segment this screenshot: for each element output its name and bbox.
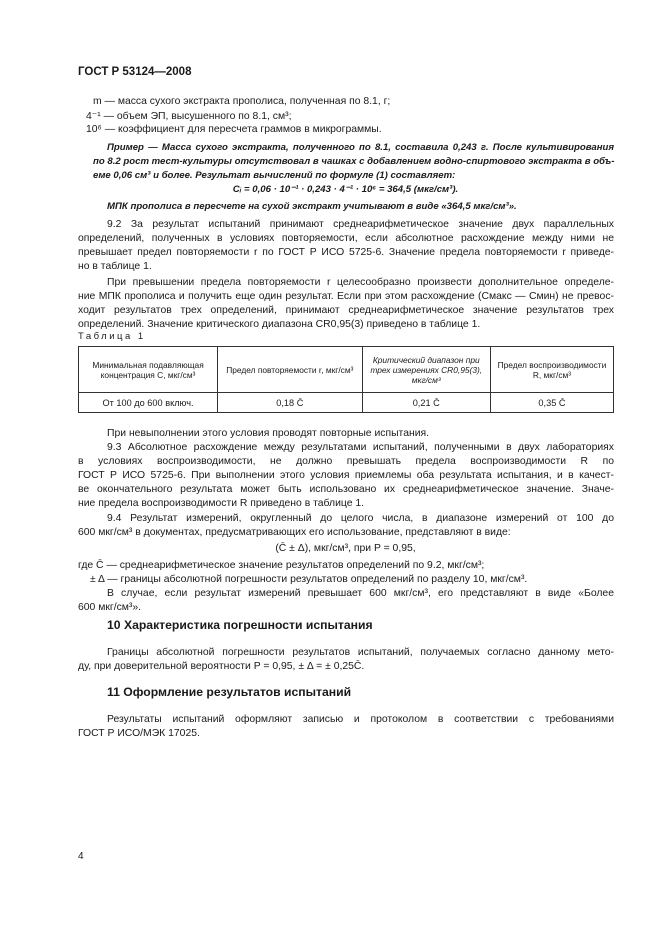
- section-11-line-2: ГОСТ Р ИСО/МЭК 17025.: [78, 728, 200, 739]
- table-caption: Таблица 1: [78, 331, 146, 342]
- where-delta: ± Δ — границы абсолютной погрешности результатов определений по разделу 10, мкг/см³.: [90, 574, 528, 585]
- p-case-line-2: 600 мкг/см³».: [78, 602, 142, 613]
- section-10-line-2: ду, при доверительной вероятности P = 0,95, ± Δ = ± 0,25C̄.: [78, 661, 365, 672]
- example-formula: Cᵢ = 0,06 · 10⁻¹ · 0,243 · 4⁻¹ · 10⁶ = 364,5 (мкг/см³).: [232, 184, 459, 195]
- p94-line-1: 9.4 Результат измерений, округленный до целого числа, в диапазоне измерений от 100 до: [107, 513, 614, 524]
- p92-line-4: но в таблице 1.: [78, 261, 152, 272]
- table-cell-reproducibility: 0,35 C̄: [490, 393, 613, 413]
- section-11-title: 11 Оформление результатов испытаний: [107, 685, 352, 699]
- p-exceed-line-2: ние МПК прополиса и получить еще один результат. Если при этом расхождение (Cмакс — Cмин) не превос-: [78, 291, 614, 302]
- table-1: [78, 346, 614, 413]
- table-header-concentration: Минимальная подавляющая концентрация С, мкг/см³: [79, 347, 218, 393]
- p93-line-2: в условиях воспроизводимости, не должно превышать предела воспроизводимости R по: [78, 456, 614, 467]
- page-number: 4: [78, 851, 84, 862]
- formula-result: (C̄ ± Δ), мкг/см³, при P = 0,95,: [275, 543, 416, 554]
- table-header-repeatability: Предел повторяемости r, мкг/см³: [218, 347, 362, 393]
- p-exceed-line-4: определений. Значение критического диапазона CR0,95(3) приведено в таблице 1.: [78, 319, 481, 330]
- p93-line-3: ГОСТ Р ИСО 5725-6. При выполнении этого условия приемлемы оба результата испытания, и в качест-: [78, 470, 614, 481]
- table-cell-repeatability: 0,18 C̄: [218, 393, 362, 413]
- p93-line-4: ве окончательного результата может быть использовано их среднеарифметическое значение. Значе-: [78, 484, 614, 495]
- document-header: ГОСТ Р 53124—2008: [78, 66, 192, 78]
- p92-line-3: превышает предел повторяемости r по ГОСТ Р ИСО 5725-6. Значение предела повторяемости r приведе-: [78, 247, 614, 258]
- p-exceed-line-3: ходит результатов трех определений, принимают среднеарифметическое значение результатов трех: [78, 305, 614, 316]
- table-cell-concentration: От 100 до 600 включ.: [79, 393, 218, 413]
- p-case-line-1: В случае, если результат измерений превышает 600 мкг/см³, его представляют в виде «Более: [107, 588, 614, 599]
- p93-line-5: ние предела воспроизводимости R приведено в таблице 1.: [78, 498, 365, 509]
- example-line-1: Пример — Масса сухого экстракта, полученного по 8.1, составила 0,243 г. После культивирования: [107, 142, 614, 153]
- p94-line-2: 600 мкг/см³ в документах, предусматривающих его использование, представляют в виде:: [78, 527, 511, 538]
- where-mean: где C̄ — среднеарифметическое значение результатов определений по 9.2, мкг/см³;: [78, 560, 485, 571]
- section-10-title: 10 Характеристика погрешности испытания: [107, 618, 373, 632]
- p-exceed-line-1: При превышении предела повторяемости r целесообразно произвести дополнительное определе-: [107, 277, 614, 288]
- def-coefficient: 10⁶ — коэффициент для пересчета граммов в микрограммы.: [86, 124, 382, 135]
- p92-line-2: определений, полученных в условиях повторяемости, если абсолютное расхождение между ними не: [78, 233, 614, 244]
- section-10-line-1: Границы абсолютной погрешности результатов испытаний, получаемых согласно данному мето-: [107, 647, 614, 658]
- table-header-critical-range: Критический диапазон при трех измерениях CR0,95(3), мкг/см³: [362, 347, 490, 393]
- p-fail: При невыполнении этого условия проводят повторные испытания.: [107, 428, 430, 439]
- example-line-3: еме 0,06 см³ и более. Результат вычислений по формуле (1) составляет:: [93, 170, 456, 181]
- section-11-line-1: Результаты испытаний оформляют записью и протоколом в соответствии с требованиями: [107, 714, 614, 725]
- p93-line-1: 9.3 Абсолютное расхождение между результатами испытаний, полученными в двух лабораториях: [107, 442, 614, 453]
- table-cell-critical-range: 0,21 C̄: [362, 393, 490, 413]
- example-line-2: по 8.2 рост тест-культуры отсутствовал в чашках с добавлением водно-спиртового экстракта в объ-: [93, 156, 615, 167]
- def-mass: m — масса сухого экстракта прополиса, полученная по 8.1, г;: [93, 96, 391, 107]
- p92-line-1: 9.2 За результат испытаний принимают среднеарифметическое значение двух параллельных: [107, 219, 614, 230]
- example-conclusion: МПК прополиса в пересчете на сухой экстракт учитывают в виде «364,5 мкг/см³».: [107, 201, 517, 212]
- def-volume: 4⁻¹ — объем ЭП, высушенного по 8.1, см³;: [86, 111, 292, 122]
- table-header-reproducibility: Предел воспроизводимости R, мкг/см³: [490, 347, 613, 393]
